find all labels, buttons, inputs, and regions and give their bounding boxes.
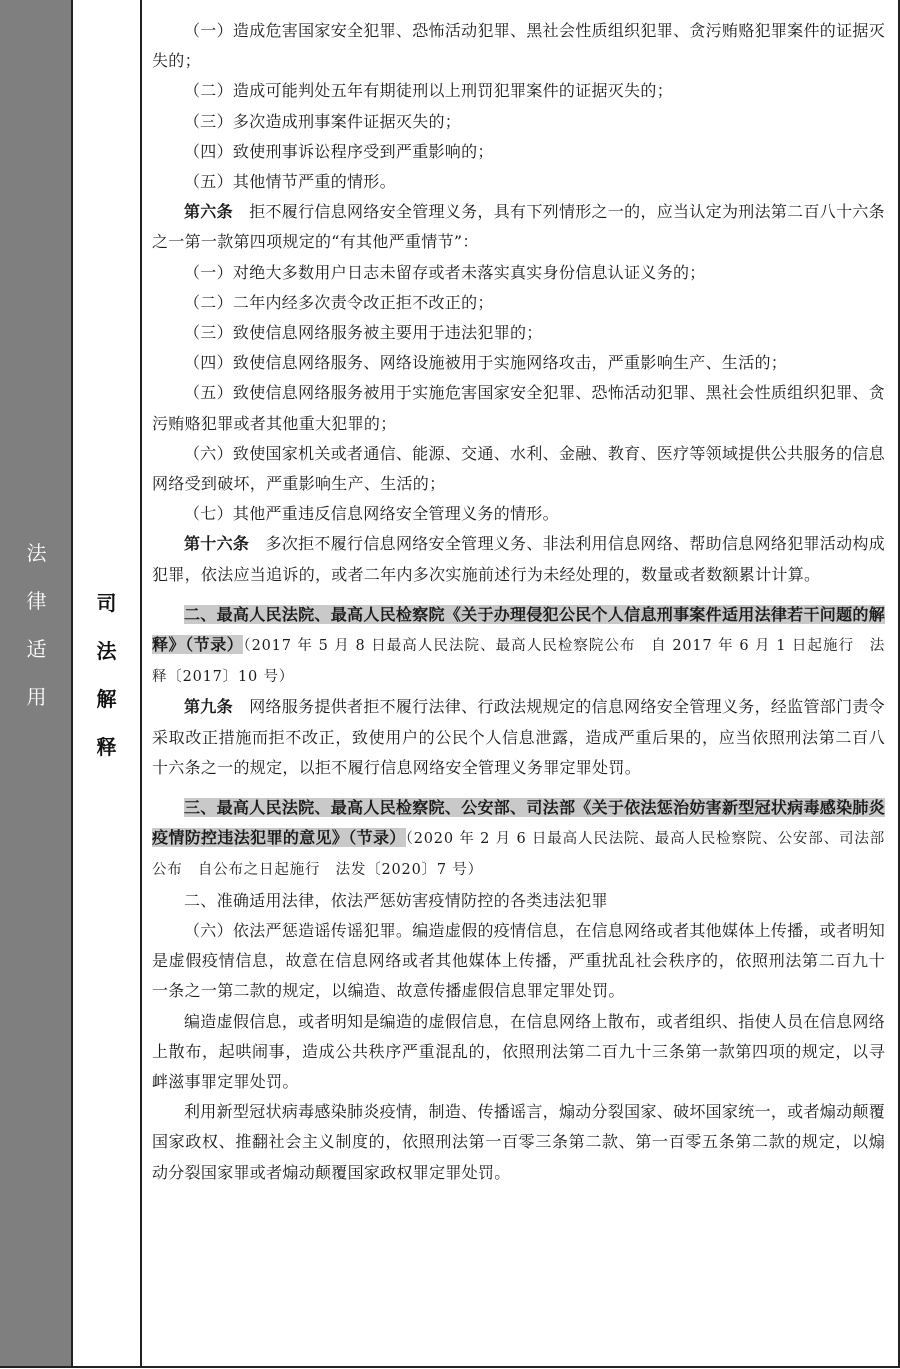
article-text: 网络服务提供者拒不履行法律、行政法规规定的信息网络安全管理义务，经监管部门责令采取改正措施而拒不改正，致使用户的公民个人信息泄露，造成严重后果的，应当依照刑法第二百八十六条之一的规定，以拒不履行信息网络安全管理义务罪定罪处罚。 bbox=[152, 697, 885, 777]
category-char: 律 bbox=[26, 589, 47, 613]
paragraph: 二、准确适用法律，依法严惩妨害疫情防控的各类违法犯罪 bbox=[184, 890, 608, 910]
clause-item: （一）造成危害国家安全犯罪、恐怖活动犯罪、黑社会性质组织犯罪、贪污贿赂犯罪案件的证据灭失的； bbox=[152, 21, 885, 71]
subcategory-char: 司 bbox=[96, 591, 117, 615]
category-label bbox=[0, 543, 73, 735]
article-paragraph bbox=[152, 197, 885, 257]
section-heading: 二、最高人民法院、最高人民检察院《关于办理侵犯公民个人信息刑事案件适用法律若干问题的解释》（节录） bbox=[152, 604, 885, 655]
article-label: 第六条 bbox=[184, 202, 233, 222]
clause-item: （五）致使信息网络服务被用于实施危害国家安全犯罪、恐怖活动犯罪、黑社会性质组织犯罪、贪污贿赂犯罪或者其他重大犯罪的； bbox=[152, 383, 885, 433]
clause-item: （四）致使刑事诉讼程序受到严重影响的； bbox=[184, 141, 494, 161]
subcategory-column bbox=[73, 0, 142, 1366]
clause-item: （二）二年内经多次责令改正拒不改正的； bbox=[184, 292, 494, 312]
article-label: 第九条 bbox=[184, 697, 233, 717]
clause-item: （二）造成可能判处五年有期徒刑以上刑罚犯罪案件的证据灭失的； bbox=[184, 81, 674, 101]
category-char: 适 bbox=[26, 637, 47, 661]
article-text: 多次拒不履行信息网络安全管理义务、非法利用信息网络、帮助信息网络犯罪活动构成犯罪，依法应当追诉的，或者二年内多次实施前述行为未经处理的，数量或者数额累计计算。 bbox=[152, 534, 886, 584]
clause-item: （三）多次造成刑事案件证据灭失的； bbox=[184, 111, 462, 131]
subcategory-char: 释 bbox=[96, 735, 117, 759]
source-note: （2017 年 5 月 8 日最高人民法院、最高人民检察院公布 自 2017 年 6 月 1 日起施行 法释〔2017〕10 号） bbox=[152, 638, 885, 686]
spacer bbox=[152, 590, 885, 600]
spacer bbox=[152, 783, 885, 793]
article-label: 第十六条 bbox=[184, 534, 250, 554]
article-paragraph bbox=[152, 529, 885, 589]
subcategory-char: 解 bbox=[96, 687, 117, 711]
section-heading: 三、最高人民法院、最高人民检察院、公安部、司法部《关于依法惩治妨害新型冠状病毒感染肺炎疫情防控违法犯罪的意见》（节录） bbox=[152, 798, 885, 848]
section-intro bbox=[152, 793, 885, 886]
source-note: （2020 年 2 月 6 日最高人民法院、最高人民检察院、公安部、司法部公布 自公布之日起施行 法发〔2020〕7 号） bbox=[152, 831, 885, 879]
paragraph: 利用新型冠状病毒感染肺炎疫情，制造、传播谣言，煽动分裂国家、破坏国家统一，或者煽动颠覆国家政权、推翻社会主义制度的，依照刑法第一百零三条第二款、第一百零五条第二款的规定，以煽动分裂国家罪或者煽动颠覆国家政权罪定罪处罚。 bbox=[152, 1102, 885, 1182]
clause-item: （五）其他情节严重的情形。 bbox=[184, 172, 396, 192]
paragraph: （六）依法严惩造谣传谣犯罪。编造虚假的疫情信息，在信息网络或者其他媒体上传播，或者明知是虚假疫情信息，故意在信息网络或者其他媒体上传播，严重扰乱社会秩序的，依照刑法第二百九十一条之一第二款的规定，以编造、故意传播虚假信息罪定罪处罚。 bbox=[152, 920, 885, 1001]
paragraph: 编造虚假信息，或者明知是编造的虚假信息，在信息网络上散布，或者组织、指使人员在信息网络上散布，起哄闹事，造成公共秩序严重混乱的，依照刑法第二百九十三条第一款第四项的规定，以寻衅滋事罪定罪处罚。 bbox=[152, 1011, 885, 1091]
table-bottom-border bbox=[0, 1366, 900, 1368]
category-char: 用 bbox=[26, 685, 47, 709]
clause-item: （七）其他严重违反信息网络安全管理义务的情形。 bbox=[184, 504, 559, 524]
article-paragraph bbox=[152, 692, 885, 783]
subcategory-label bbox=[73, 593, 140, 785]
category-char: 法 bbox=[26, 541, 47, 565]
section-intro bbox=[152, 600, 885, 693]
clause-item: （四）致使信息网络服务、网络设施被用于实施网络攻击，严重影响生产、生活的； bbox=[184, 353, 788, 373]
article-text: 拒不履行信息网络安全管理义务，具有下列情形之一的，应当认定为刑法第二百八十六条之一第一款第四项规定的“有其他严重情节”： bbox=[152, 202, 885, 252]
clause-item: （一）对绝大多数用户日志未留存或者未落实真实身份信息认证义务的； bbox=[184, 262, 706, 282]
category-column bbox=[0, 0, 73, 1366]
subcategory-char: 法 bbox=[96, 639, 117, 663]
content-cell bbox=[152, 16, 885, 1188]
clause-item: （三）致使信息网络服务被主要用于违法犯罪的； bbox=[184, 323, 543, 343]
clause-item: （六）致使国家机关或者通信、能源、交通、水利、金融、教育、医疗等领域提供公共服务的信息网络受到破坏，严重影响生产、生活的； bbox=[152, 443, 885, 494]
